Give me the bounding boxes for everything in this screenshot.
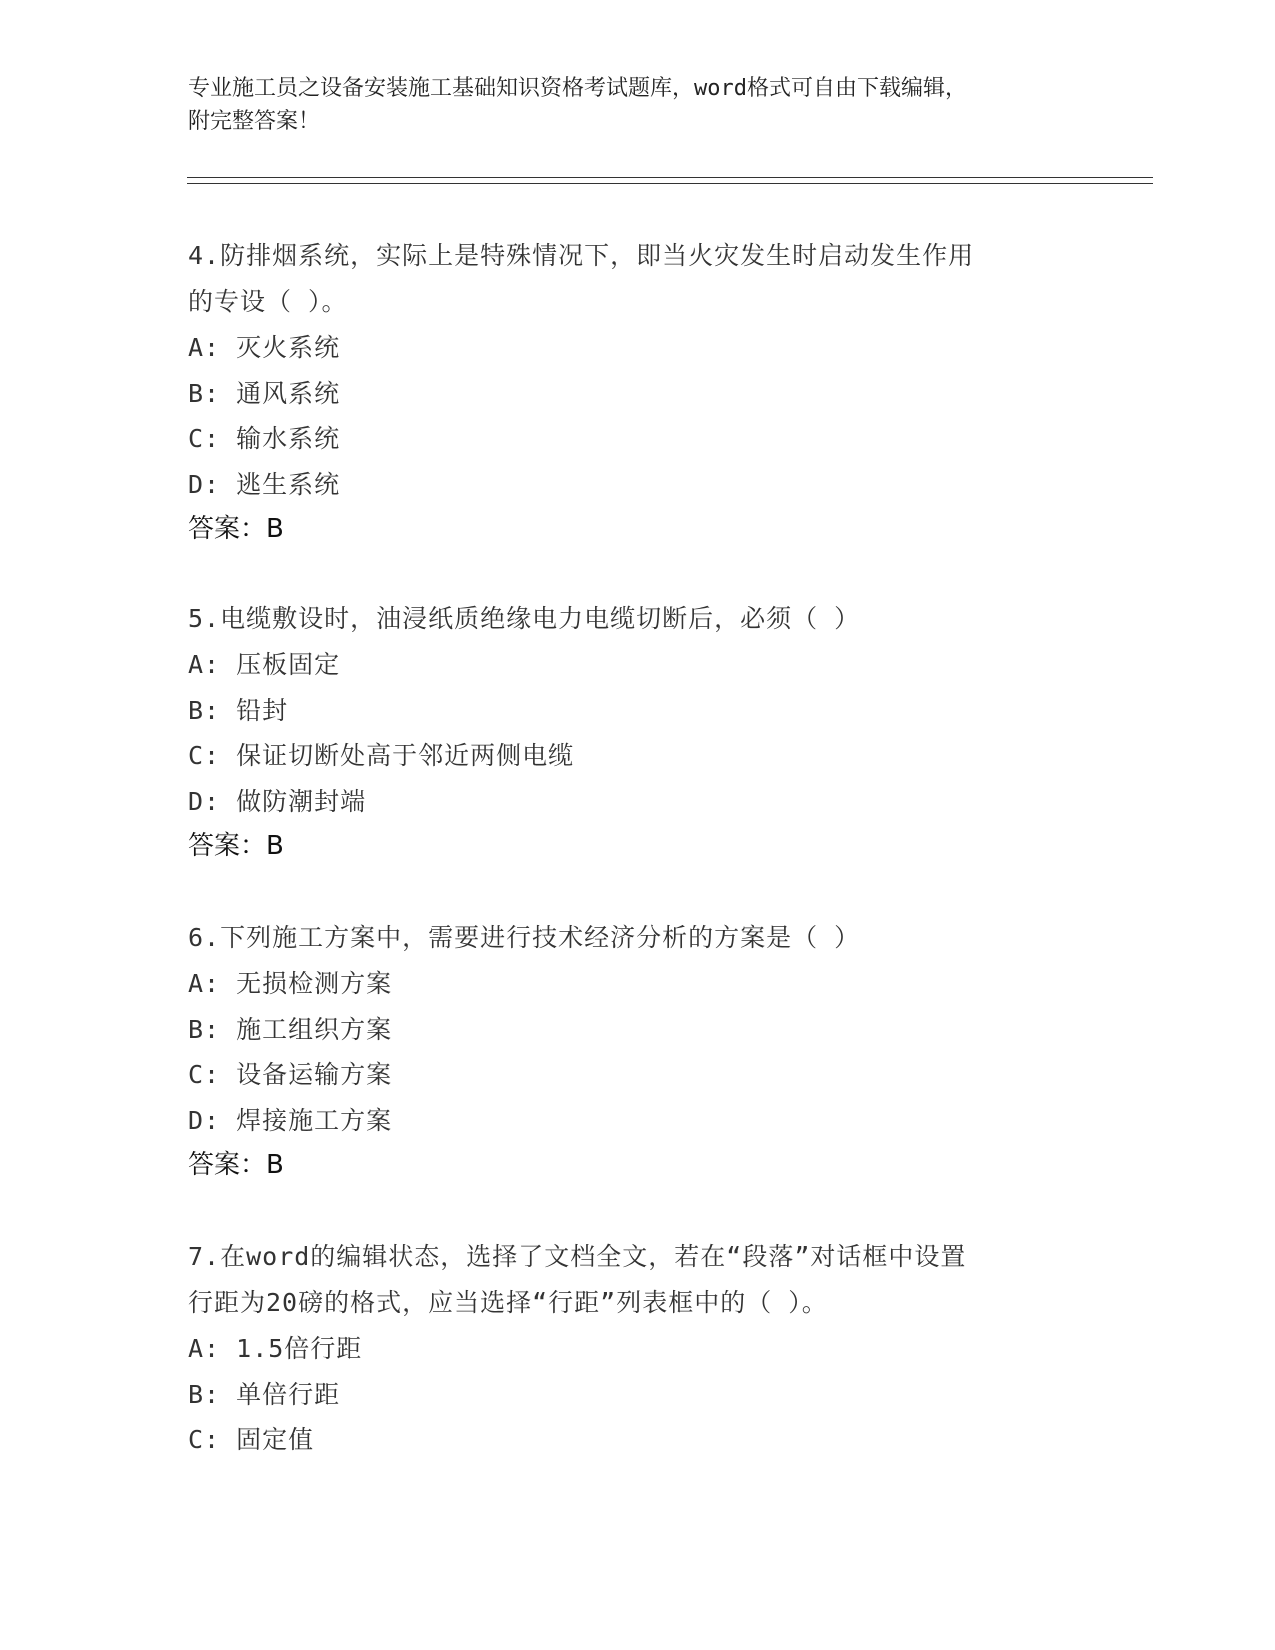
option-b: B: 通风系统 (188, 378, 341, 408)
question-stem-line: 行距为20磅的格式，应当选择“行距”列表框中的（ ）。 (188, 1288, 828, 1317)
option-d: D: 逃生系统 (188, 469, 341, 499)
answer: 答案：B (188, 514, 284, 544)
answer: 答案：B (188, 1150, 284, 1180)
option-d: D: 焊接施工方案 (188, 1105, 393, 1135)
header-line-2: 附完整答案！ (188, 109, 321, 134)
question-4 (188, 233, 1088, 552)
option-a: A: 灭火系统 (188, 333, 341, 362)
question-stem-line: 6.下列施工方案中，需要进行技术经济分析的方案是（ ） (188, 923, 861, 952)
question-6 (188, 915, 1088, 1188)
question-stem-line: 7.在word的编辑状态，选择了文档全文，若在“段落”对话框中设置 (188, 1242, 967, 1271)
option-c: C: 输水系统 (188, 424, 341, 453)
question-stem-line: 5.电缆敷设时，油浸纸质绝缘电力电缆切断后，必须（ ） (188, 604, 861, 633)
option-c: C: 设备运输方案 (188, 1060, 393, 1089)
option-a: A: 1.5倍行距 (188, 1334, 363, 1363)
option-c: C: 保证切断处高于邻近两侧电缆 (188, 741, 575, 770)
question-5 (188, 596, 1088, 869)
header-line-1: 专业施工员之设备安装施工基础知识资格考试题库，word格式可自由下载编辑， (188, 76, 967, 101)
question-stem-line: 的专设（ ）。 (188, 287, 348, 316)
option-a: A: 压板固定 (188, 650, 341, 679)
option-d: D: 做防潮封端 (188, 786, 367, 816)
question-7 (188, 1234, 1088, 1463)
option-b: B: 单倍行距 (188, 1379, 341, 1409)
option-c: C: 固定值 (188, 1425, 315, 1454)
option-a: A: 无损检测方案 (188, 969, 393, 998)
option-b: B: 铅封 (188, 695, 289, 725)
header-divider-top (187, 177, 1153, 178)
header-divider-bottom (187, 183, 1153, 184)
option-b: B: 施工组织方案 (188, 1014, 393, 1044)
document-header (188, 72, 1088, 138)
answer: 答案：B (188, 831, 284, 861)
question-stem-line: 4.防排烟系统，实际上是特殊情况下，即当火灾发生时启动发生作用 (188, 241, 975, 270)
